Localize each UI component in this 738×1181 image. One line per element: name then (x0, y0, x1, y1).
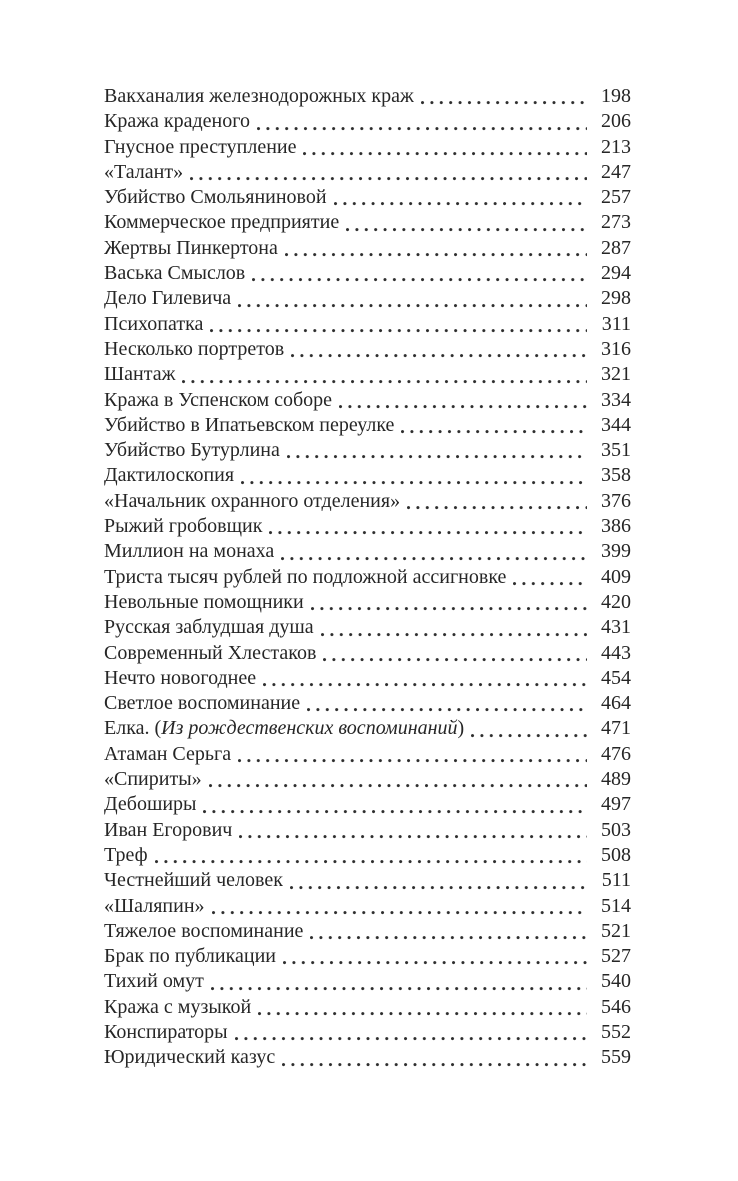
dot-leader (258, 1012, 587, 1016)
dot-leader (190, 177, 587, 181)
toc-page-number: 273 (601, 211, 631, 234)
dot-leader (203, 810, 587, 814)
toc-row (104, 666, 631, 691)
toc-entry-title: Елка. (Из рождественских воспоминаний) (104, 717, 465, 740)
toc-row (104, 413, 631, 438)
toc-entry-title: Светлое воспоминание (104, 692, 301, 715)
dot-leader (407, 506, 587, 510)
toc-row (104, 463, 631, 488)
toc-entry-title: «Спириты» (104, 768, 202, 791)
toc-entry-title: Миллион на монаха (104, 540, 275, 563)
toc-row (104, 286, 631, 311)
toc-entry-title: «Шаляпин» (104, 894, 205, 917)
toc-entry-title: Вакханалия железнодорожных краж (104, 85, 414, 107)
toc-entry-title: Убийство Бутурлина (104, 439, 280, 462)
toc-row (104, 514, 631, 539)
toc-row (104, 894, 631, 919)
toc-page-number: 376 (601, 489, 631, 512)
toc-entry-title: Убийство Смольяниновой (104, 186, 327, 209)
toc-row (104, 615, 631, 640)
toc-page-number: 316 (601, 337, 631, 360)
dot-leader (238, 759, 587, 763)
toc-row (104, 691, 631, 716)
dot-leader (346, 228, 587, 232)
toc-page-number: 334 (601, 388, 631, 411)
toc-entry-title: Честнейший человек (104, 869, 283, 892)
toc-row (104, 362, 631, 387)
toc-page-number: 489 (601, 768, 631, 791)
toc-entry-title: Шантаж (104, 363, 176, 386)
dot-leader (513, 582, 587, 586)
toc-entry-title: Васька Смыслов (104, 262, 246, 285)
toc-entry-title: Брак по публикации (104, 945, 276, 968)
dot-leader (310, 936, 587, 940)
dot-leader (239, 835, 587, 839)
dot-leader (212, 911, 587, 915)
toc-page-number: 247 (601, 160, 631, 183)
dot-leader (252, 278, 587, 282)
toc-row (104, 843, 631, 868)
toc-page-number: 527 (601, 945, 631, 968)
toc-entry-title: Иван Егорович (104, 818, 233, 841)
dot-leader (291, 354, 587, 358)
toc-page-number: 454 (601, 666, 631, 689)
toc-page-number: 559 (601, 1046, 631, 1069)
toc-row (104, 969, 631, 994)
toc-page-number: 213 (601, 135, 631, 158)
toc-entry-title: Триста тысяч рублей по подложной ассигновке (104, 565, 507, 588)
toc-page-number: 287 (601, 236, 631, 259)
toc-page-number: 321 (601, 363, 631, 386)
toc-row (104, 84, 631, 109)
dot-leader (241, 481, 587, 485)
toc-row (104, 489, 631, 514)
dot-leader (321, 633, 587, 637)
toc-page-number: 552 (601, 1020, 631, 1043)
toc-entry-title: Несколько портретов (104, 337, 285, 360)
dot-leader (471, 734, 587, 738)
toc-row (104, 388, 631, 413)
dot-leader (281, 557, 587, 561)
toc-entry-title: Рыжий гробовщик (104, 515, 263, 538)
dot-leader (257, 127, 587, 131)
toc-entry-title: Кража с музыкой (104, 995, 252, 1018)
toc-page-number: 399 (601, 540, 631, 563)
dot-leader (401, 430, 587, 434)
toc-entry-title: Современный Хлестаков (104, 641, 317, 664)
dot-leader (303, 152, 587, 156)
dot-leader (269, 531, 587, 535)
toc-page-number: 198 (601, 85, 631, 107)
toc-entry-title: Атаман Серьга (104, 742, 232, 765)
dot-leader (210, 329, 587, 333)
dot-leader (334, 202, 587, 206)
toc-row (104, 716, 631, 741)
toc-page-number: 540 (601, 970, 631, 993)
toc-row (104, 539, 631, 564)
toc-row (104, 236, 631, 261)
toc-page-number: 476 (601, 742, 631, 765)
toc-entry-title: Кража в Успенском соборе (104, 388, 333, 411)
toc-row (104, 792, 631, 817)
toc-page-number: 298 (601, 287, 631, 310)
toc-page-number: 344 (601, 413, 631, 436)
dot-leader (282, 1063, 587, 1067)
toc-entry-title: Конспираторы (104, 1020, 228, 1043)
dot-leader (287, 455, 587, 459)
toc-entry-title: Кража краденого (104, 110, 250, 133)
dot-leader (209, 784, 587, 788)
toc-entry-title: Дело Гилевича (104, 287, 232, 310)
toc-row (104, 210, 631, 235)
table-of-contents (104, 84, 631, 1071)
toc-row (104, 312, 631, 337)
toc-row (104, 1020, 631, 1045)
toc-entry-title: Тяжелое воспоминание (104, 919, 304, 942)
toc-entry-title: Коммерческое предприятие (104, 211, 340, 234)
toc-page-number: 546 (601, 995, 631, 1018)
toc-page-number: 497 (601, 793, 631, 816)
toc-entry-title: Убийство в Ипатьевском переулке (104, 413, 395, 436)
dot-leader (339, 405, 587, 409)
dot-leader (238, 304, 587, 308)
toc-row (104, 944, 631, 969)
toc-row (104, 135, 631, 160)
toc-page-number: 521 (601, 919, 631, 942)
toc-page-number: 503 (601, 818, 631, 841)
dot-leader (421, 101, 587, 105)
toc-page-number: 443 (601, 641, 631, 664)
toc-row (104, 767, 631, 792)
toc-entry-title: Дактилоскопия (104, 464, 235, 487)
toc-row (104, 641, 631, 666)
toc-page-number: 351 (601, 439, 631, 462)
toc-page-number: 514 (601, 894, 631, 917)
dot-leader (307, 708, 587, 712)
toc-row (104, 868, 631, 893)
dot-leader (211, 987, 587, 991)
toc-row (104, 185, 631, 210)
dot-leader (235, 1037, 587, 1041)
toc-page-number: 431 (601, 616, 631, 639)
toc-page-number: 409 (601, 565, 631, 588)
toc-page-number: 508 (601, 843, 631, 866)
toc-row (104, 919, 631, 944)
toc-page-number: 311 (601, 312, 631, 335)
toc-page-number: 358 (601, 464, 631, 487)
toc-page-number: 511 (601, 869, 631, 892)
toc-row (104, 160, 631, 185)
toc-row (104, 337, 631, 362)
toc-entry-title: Тихий омут (104, 970, 204, 993)
dot-leader (311, 607, 587, 611)
toc-page-number: 294 (601, 262, 631, 285)
dot-leader (285, 253, 587, 257)
toc-entry-title: Юридический казус (104, 1046, 276, 1069)
toc-page-number: 206 (601, 110, 631, 133)
toc-row (104, 565, 631, 590)
toc-entry-title: Жертвы Пинкертона (104, 236, 278, 259)
toc-row (104, 261, 631, 286)
dot-leader (263, 683, 587, 687)
toc-entry-title: «Талант» (104, 160, 184, 183)
toc-page-number: 257 (601, 186, 631, 209)
dot-leader (283, 961, 587, 965)
dot-leader (182, 380, 587, 384)
toc-row (104, 742, 631, 767)
toc-row (104, 1045, 631, 1070)
toc-entry-title: Психопатка (104, 312, 204, 335)
toc-entry-title: Нечто новогоднее (104, 666, 257, 689)
toc-entry-title: Треф (104, 843, 148, 866)
dot-leader (323, 658, 587, 662)
toc-row (104, 438, 631, 463)
toc-entry-title: Дебоширы (104, 793, 197, 816)
toc-row (104, 109, 631, 134)
toc-page-number: 471 (601, 717, 631, 740)
toc-page-number: 420 (601, 590, 631, 613)
toc-entry-title: «Начальник охранного отделения» (104, 489, 401, 512)
toc-row (104, 590, 631, 615)
toc-row (104, 818, 631, 843)
toc-entry-title: Невольные помощники (104, 590, 304, 613)
dot-leader (290, 886, 587, 890)
toc-row (104, 995, 631, 1020)
toc-page-number: 386 (601, 515, 631, 538)
toc-entry-title: Гнусное преступление (104, 135, 297, 158)
dot-leader (155, 860, 587, 864)
toc-entry-title: Русская заблудшая душа (104, 616, 314, 639)
toc-page-number: 464 (601, 692, 631, 715)
